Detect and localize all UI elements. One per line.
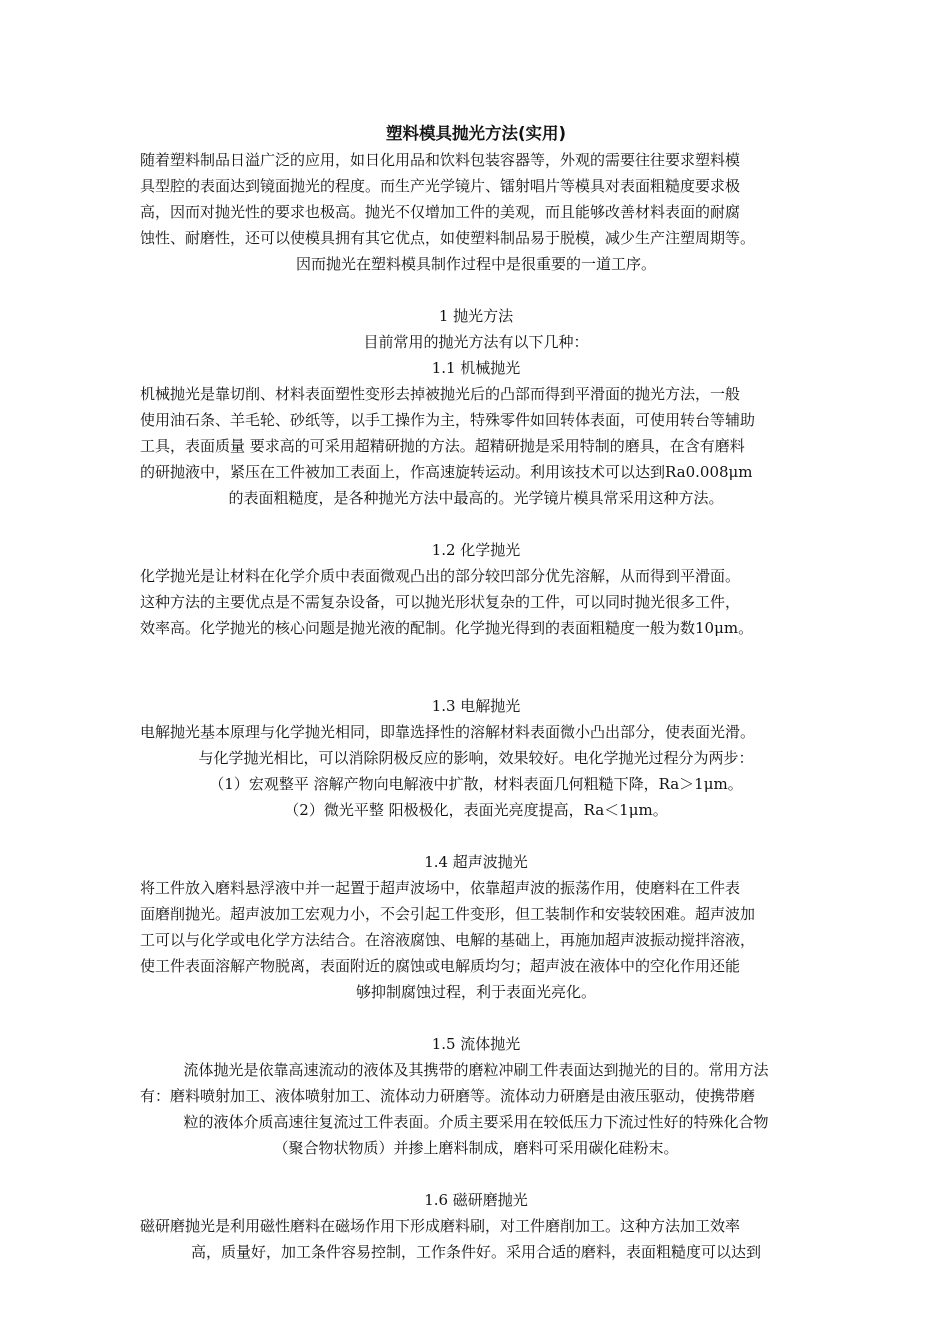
intro-paragraph [140, 147, 812, 277]
paragraph-chemical-polishing [140, 563, 812, 641]
paragraph-line: 工具，表面质量 要求高的可采用超精研抛的方法。超精研抛是采用特制的磨具，在含有磨料 [140, 437, 745, 455]
spacer [140, 1005, 812, 1031]
subsection-heading: 1.3 电解抛光 [431, 697, 521, 715]
paragraph-line: 机械抛光是靠切削、材料表面塑性变形去掉被抛光后的凸部而得到平滑面的抛光方法，一般 [140, 385, 741, 403]
spacer [140, 823, 812, 849]
paragraph-mechanical-polishing [140, 381, 812, 511]
document-title: 塑料模具抛光方法(实用) [385, 124, 567, 143]
paragraph-electrolytic-polishing [140, 719, 812, 823]
paragraph-line: 够抑制腐蚀过程，利于表面光亮化。 [355, 983, 596, 1001]
paragraph-line: 这种方法的主要优点是不需复杂设备，可以抛光形状复杂的工件，可以同时抛光很多工件， [140, 593, 741, 611]
paragraph-line: 电解抛光基本原理与化学抛光相同，即靠选择性的溶解材料表面微小凸出部分，使表面光滑。 [140, 723, 756, 741]
paragraph-line: 随着塑料制品日溢广泛的应用，如日化用品和饮料包装容器等，外观的需要往往要求塑料模 [140, 151, 741, 169]
paragraph-line: 磁研磨抛光是利用磁性磨料在磁场作用下形成磨料刷，对工件磨削加工。这种方法加工效率 [140, 1217, 741, 1235]
subsection-heading: 1.1 机械抛光 [431, 359, 521, 377]
subsection-heading: 1.5 流体抛光 [431, 1035, 521, 1053]
paragraph-line: 具型腔的表面达到镜面抛光的程度。而生产光学镜片、镭射唱片等模具对表面粗糙度要求极 [140, 177, 741, 195]
spacer [140, 641, 812, 693]
paragraph-line: 工可以与化学或电化学方法结合。在溶液腐蚀、电解的基础上，再施加超声波振动搅拌溶液， [140, 931, 756, 949]
paragraph-line: （1）宏观整平 溶解产物向电解液中扩散，材料表面几何粗糙下降，Ra＞1μm。 [209, 775, 743, 793]
paragraph-line: 化学抛光是让材料在化学介质中表面微观凸出的部分较凹部分优先溶解，从而得到平滑面。 [140, 567, 741, 585]
paragraph-line: 使用油石条、羊毛轮、砂纸等，以手工操作为主，特殊零件如回转体表面，可使用转台等辅助 [140, 411, 756, 429]
paragraph-line: 因而抛光在塑料模具制作过程中是很重要的一道工序。 [295, 255, 656, 273]
paragraph-line: 有：磨料喷射加工、液体喷射加工、流体动力研磨等。流体动力研磨是由液压驱动，使携带磨 [140, 1087, 756, 1105]
paragraph-magnetic-polishing [140, 1213, 812, 1265]
subsection-heading: 1.6 磁研磨抛光 [424, 1191, 528, 1209]
paragraph-line: （2）微光平整 阳极极化，表面光亮度提高，Ra＜1μm。 [284, 801, 668, 819]
paragraph-line: 将工件放入磨料悬浮液中并一起置于超声波场中，依靠超声波的振荡作用，使磨料在工件表 [140, 879, 741, 897]
spacer [140, 1161, 812, 1187]
paragraph-ultrasonic-polishing [140, 875, 812, 1005]
subsection-heading: 1.4 超声波抛光 [424, 853, 528, 871]
section-subtitle: 目前常用的抛光方法有以下几种： [363, 333, 589, 351]
paragraph-line: （聚合物状物质）并掺上磨料制成，磨料可采用碳化硅粉末。 [273, 1139, 679, 1157]
spacer [140, 277, 812, 303]
paragraph-line: 高，因而对抛光性的要求也极高。抛光不仅增加工件的美观，而且能够改善材料表面的耐腐 [140, 203, 741, 221]
section-heading: 1 抛光方法 [438, 307, 514, 325]
paragraph-line: 与化学抛光相比，可以消除阴极反应的影响，效果较好。电化学抛光过程分为两步： [198, 749, 754, 767]
paragraph-line: 的表面粗糙度，是各种抛光方法中最高的。光学镜片模具常采用这种方法。 [228, 489, 724, 507]
paragraph-line: 使工件表面溶解产物脱离，表面附近的腐蚀或电解质均匀；超声波在液体中的空化作用还能 [140, 957, 741, 975]
paragraph-line: 效率高。化学抛光的核心问题是抛光液的配制。化学抛光得到的表面粗糙度一般为数10μm。 [140, 619, 754, 637]
paragraph-line: 面磨削抛光。超声波加工宏观力小，不会引起工件变形，但工装制作和安装较困难。超声波加 [140, 905, 756, 923]
paragraph-fluid-polishing [140, 1057, 812, 1161]
spacer [140, 511, 812, 537]
paragraph-line: 蚀性、耐磨性，还可以使模具拥有其它优点，如使塑料制品易于脱模，减少生产注塑周期等。 [140, 229, 756, 247]
paragraph-line: 流体抛光是依靠高速流动的液体及其携带的磨粒冲刷工件表面达到抛光的目的。常用方法 [183, 1061, 769, 1079]
paragraph-line: 的研抛液中，紧压在工件被加工表面上，作高速旋转运动。利用该技术可以达到Ra0.008μm [140, 463, 753, 481]
paragraph-line: 粒的液体介质高速往复流过工件表面。介质主要采用在较低压力下流过性好的特殊化合物 [183, 1113, 769, 1131]
paragraph-line: 高，质量好，加工条件容易控制，工作条件好。采用合适的磨料，表面粗糙度可以达到 [190, 1243, 761, 1261]
document-page [140, 121, 812, 1265]
subsection-heading: 1.2 化学抛光 [431, 541, 521, 559]
